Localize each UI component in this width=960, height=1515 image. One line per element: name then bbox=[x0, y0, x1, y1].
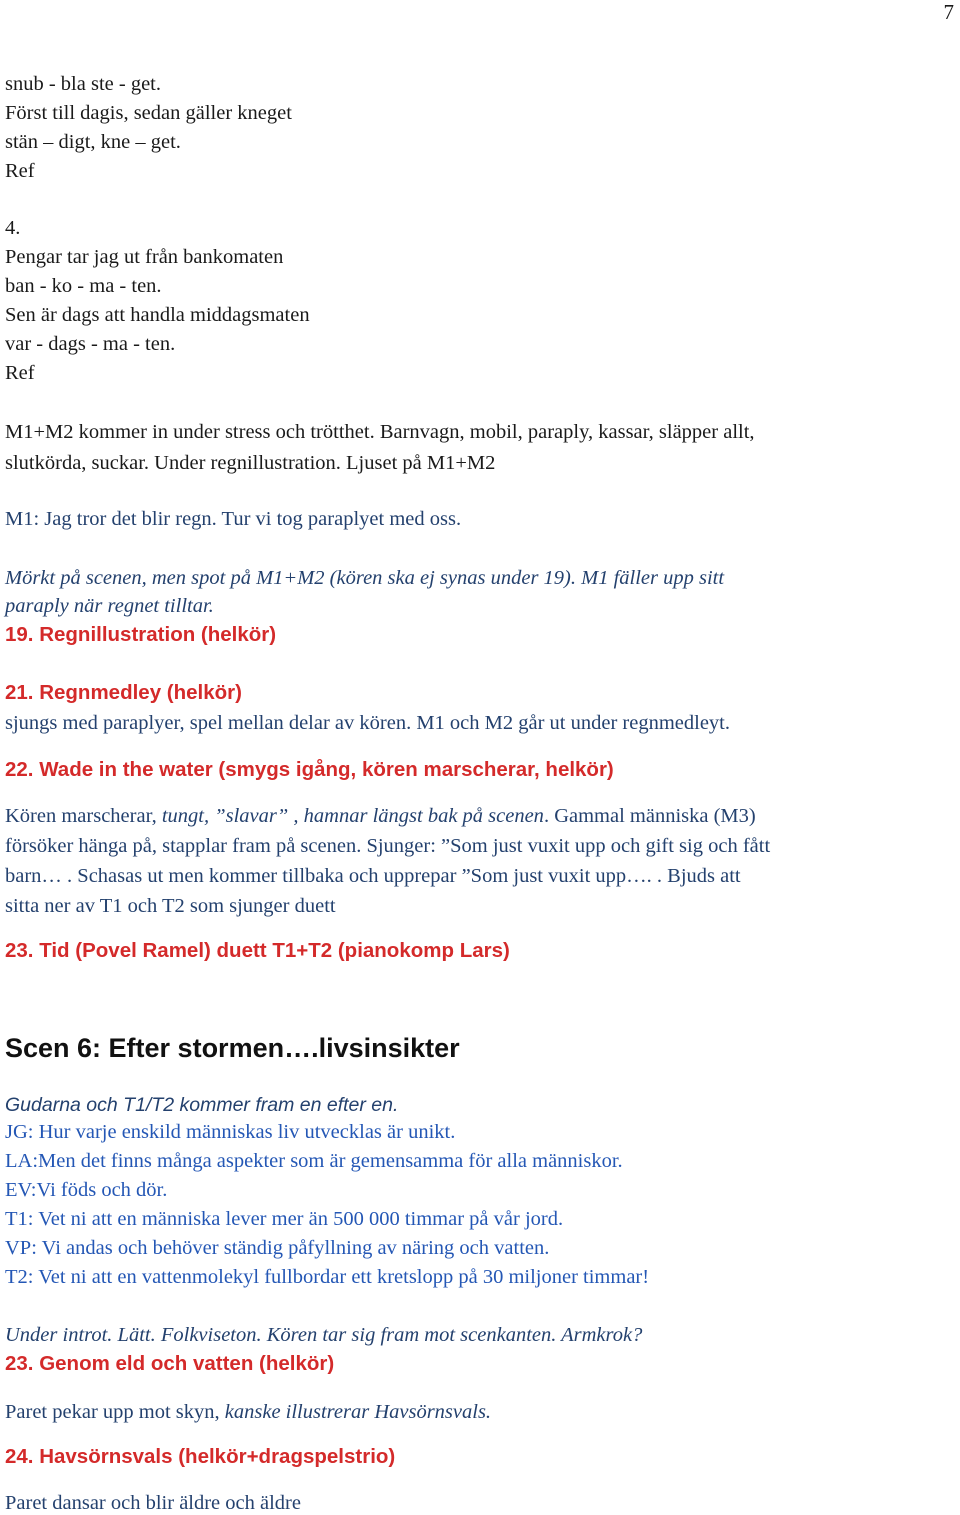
dialog-line: T1: Vet ni att en människa lever mer än 500 000 timmar på vår jord. bbox=[5, 1208, 564, 1230]
section-number: 22. bbox=[5, 758, 34, 781]
ref-label: Ref bbox=[5, 160, 35, 182]
section-title: Wade in the water (smygs igång, kören marscherar, helkör) bbox=[39, 758, 614, 781]
stage-direction: M1+M2 kommer in under stress och trötthet. Barnvagn, mobil, paraply, kassar, släpper allt, bbox=[5, 421, 755, 443]
stage-direction: slutkörda, suckar. Under regnillustration. Ljuset på M1+M2 bbox=[5, 452, 496, 474]
scene-heading: Scen 6: Efter stormen….livsinsikter bbox=[5, 1033, 460, 1063]
section-heading-22 bbox=[5, 758, 614, 782]
section-description: sitta ner av T1 och T2 som sjunger duett bbox=[5, 895, 336, 917]
section-heading-23-eld bbox=[5, 1352, 334, 1376]
verse-number: 4. bbox=[5, 217, 21, 239]
stage-note: paraply när regnet tilltar. bbox=[5, 595, 214, 617]
section-description: Kören marscherar, tungt, ”slavar” , hamnar längst bak på scenen. Gammal människa (M3) bbox=[5, 805, 756, 827]
stage-note: Mörkt på scenen, men spot på M1+M2 (kören ska ej synas under 19). M1 fäller upp sitt bbox=[5, 567, 725, 589]
section-number: 23. bbox=[5, 939, 34, 962]
section-number: 23. bbox=[5, 1352, 34, 1375]
lyric-line: Först till dagis, sedan gäller kneget bbox=[5, 102, 292, 124]
dialog-line: JG: Hur varje enskild människas liv utvecklas är unikt. bbox=[5, 1121, 456, 1143]
section-description: barn… . Schasas ut men kommer tillbaka och upprepar ”Som just vuxit upp…. . Bjuds att bbox=[5, 865, 741, 887]
scene-intro: Gudarna och T1/T2 kommer fram en efter en. bbox=[5, 1094, 399, 1116]
ref-label: Ref bbox=[5, 362, 35, 384]
lyric-line: var - dags - ma - ten. bbox=[5, 333, 176, 355]
lyric-line: ban - ko - ma - ten. bbox=[5, 275, 162, 297]
section-description: Paret dansar och blir äldre och äldre bbox=[5, 1492, 301, 1514]
section-number: 24. bbox=[5, 1445, 34, 1468]
dialog-line: T2: Vet ni att en vattenmolekyl fullbordar ett kretslopp på 30 miljoner timmar! bbox=[5, 1266, 650, 1288]
lyric-line: stän – digt, kne – get. bbox=[5, 131, 181, 153]
dialog-line: EV:Vi föds och dör. bbox=[5, 1179, 168, 1201]
stage-note: Under introt. Lätt. Folkviseton. Kören tar sig fram mot scenkanten. Armkrok? bbox=[5, 1324, 643, 1346]
section-title: Regnillustration (helkör) bbox=[39, 623, 277, 646]
section-number: 19. bbox=[5, 623, 34, 646]
section-heading-23-tid bbox=[5, 939, 510, 963]
section-description: Paret pekar upp mot skyn, kanske illustrerar Havsörnsvals. bbox=[5, 1401, 492, 1423]
section-heading-21 bbox=[5, 681, 242, 705]
section-title: Tid (Povel Ramel) duett T1+T2 (pianokomp Lars) bbox=[39, 939, 510, 962]
lyric-line: Pengar tar jag ut från bankomaten bbox=[5, 246, 284, 268]
section-heading-24 bbox=[5, 1445, 395, 1469]
section-title: Regnmedley (helkör) bbox=[39, 681, 242, 704]
dialog-line: VP: Vi andas och behöver ständig påfyllning av näring och vatten. bbox=[5, 1237, 550, 1259]
section-heading-19 bbox=[5, 623, 276, 647]
dialog-line: LA:Men det finns många aspekter som är gemensamma för alla människor. bbox=[5, 1150, 623, 1172]
page-number: 7 bbox=[943, 0, 954, 24]
dialog-line: M1: Jag tror det blir regn. Tur vi tog paraplyet med oss. bbox=[5, 508, 462, 530]
lyric-line: Sen är dags att handla middagsmaten bbox=[5, 304, 310, 326]
section-title: Genom eld och vatten (helkör) bbox=[39, 1352, 335, 1375]
section-description: försöker hänga på, stapplar fram på scenen. Sjunger: ”Som just vuxit upp och gift sig och fått bbox=[5, 835, 771, 857]
section-description: sjungs med paraplyer, spel mellan delar av kören. M1 och M2 går ut under regnmedleyt. bbox=[5, 712, 731, 734]
section-number: 21. bbox=[5, 681, 34, 704]
lyric-line: snub - bla ste - get. bbox=[5, 73, 161, 95]
section-title: Havsörnsvals (helkör+dragspelstrio) bbox=[39, 1445, 396, 1468]
